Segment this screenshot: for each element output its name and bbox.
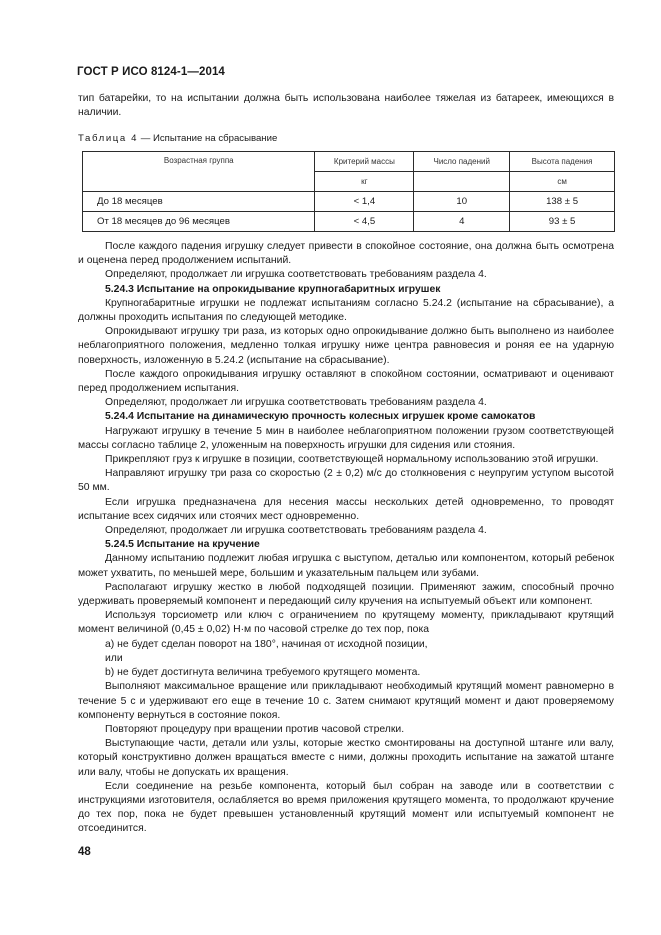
- list-item-a: a) не будет сделан поворот на 180°, начиная от исходной позиции,: [105, 638, 428, 650]
- table-header-row: [83, 152, 615, 172]
- paragraph: Определяют, продолжает ли игрушка соответствовать требованиям раздела 4.: [105, 525, 487, 537]
- table-row: [83, 192, 615, 212]
- section-heading-5-24-5: 5.24.5 Испытание на кручение: [105, 539, 260, 551]
- page-number: 48: [78, 846, 91, 858]
- paragraph: После каждого опрокидывания игрушку оставляют в спокойном состоянии, осматривают и оценивают перед продолжением испытания.: [78, 368, 614, 395]
- paragraph: Если соединение на резьбе компонента, который был собран на заводе или в соответствии с инструкциями изготовителя, ослабляется во время приложения крутящего момента, то продолжают кручение до тех пор, пока не будет превышен установленный крутящий момент или испытуемый компонент не отсоединится.: [78, 780, 614, 835]
- header-drop-height: Высота падения: [510, 152, 615, 172]
- paragraph: Выполняют максимальное вращение или прикладывают необходимый крутящий момент равномерно в течение 5 с и удерживают его еще в течение 10 с. Затем снимают крутящий момент и дают проверяемому компоненту вернуться в состояние покоя.: [78, 681, 614, 721]
- cell-age: До 18 месяцев: [83, 192, 315, 212]
- list-connector-or: или: [105, 652, 123, 664]
- document-header: ГОСТ Р ИСО 8124-1—2014: [77, 66, 225, 78]
- cell-age: От 18 месяцев до 96 месяцев: [83, 212, 315, 232]
- paragraph: Определяют, продолжает ли игрушка соответствовать требованиям раздела 4.: [105, 269, 487, 281]
- paragraph: После каждого падения игрушку следует привести в спокойное состояние, она должна быть осмотрена и оценена перед продолжением испытаний.: [78, 241, 614, 267]
- cell-mass: < 1,4: [315, 192, 414, 212]
- cell-count: 10: [414, 192, 510, 212]
- paragraph: Располагают игрушку жестко в любой подходящей позиции. Применяют зажим, способный прочно удерживать проверяемый компонент и передающий силу кручения на испытуемый объект или компонент.: [78, 581, 614, 608]
- paragraph: Определяют, продолжает ли игрушка соответствовать требованиям раздела 4.: [105, 397, 487, 409]
- header-mass-criterion: Критерий массы: [315, 152, 414, 172]
- intro-block: [78, 92, 614, 120]
- cell-height: 93 ± 5: [510, 212, 615, 232]
- header-drop-count: Число падений: [414, 152, 510, 172]
- drop-test-table: [82, 151, 615, 232]
- paragraph: Крупногабаритные игрушки не подлежат испытаниям согласно 5.24.2 (испытание на сбрасывание), а должны проходить испытания по следующей методике.: [78, 297, 614, 324]
- paragraph: Опрокидывают игрушку три раза, из которых одно опрокидывание должно быть выполнено из наиболее неблагоприятного положения, медленно толкая игрушку ниже центра равновесия и роняя ее на ударную поверхность, изложенную в 5.24.2 (испытание на сбрасывание).: [78, 326, 614, 366]
- main-text: [78, 240, 614, 837]
- cell-count: 4: [414, 212, 510, 232]
- table-caption-text: — Испытание на сбрасывание: [138, 133, 278, 144]
- unit-height: см: [510, 172, 615, 192]
- table-caption: [78, 133, 277, 144]
- paragraph: Если игрушка предназначена для несения массы нескольких детей одновременно, то проводят испытание всех сидячих или стоячих мест одновременно.: [78, 496, 614, 522]
- list-item-b: b) не будет достигнута величина требуемого крутящего момента.: [105, 667, 421, 679]
- intro-paragraph: тип батарейки, то на испытании должна быть использована наиболее тяжелая из батареек, имеющихся в наличии.: [78, 93, 614, 119]
- unit-mass: кг: [315, 172, 414, 192]
- section-heading-5-24-4: 5.24.4 Испытание на динамическую прочность колесных игрушек кроме самокатов: [105, 411, 536, 423]
- paragraph: Нагружают игрушку в течение 5 мин в наиболее неблагоприятном положении грузом соответствующей массы согласно таблице 2, уложенным на поверхность игрушки для сидения или стояния.: [78, 425, 614, 451]
- unit-count: [414, 172, 510, 192]
- paragraph: Данному испытанию подлежит любая игрушка с выступом, деталью или компонентом, который ребенок может ухватить, по меньшей мере, большим и указательным пальцем или зубами.: [78, 553, 614, 579]
- section-heading-5-24-3: 5.24.3 Испытание на опрокидывание крупногабаритных игрушек: [105, 283, 441, 295]
- header-age-group: Возрастная группа: [83, 152, 315, 192]
- table-caption-label: Таблица 4: [78, 133, 139, 144]
- paragraph: Прикрепляют груз к игрушке в позиции, соответствующей нормальному использованию этой игрушки.: [105, 454, 599, 466]
- paragraph: Направляют игрушку три раза со скоростью (2 ± 0,2) м/с до столкновения с неупругим уступом высотой 50 мм.: [78, 468, 614, 494]
- cell-height: 138 ± 5: [510, 192, 615, 212]
- paragraph: Выступающие части, детали или узлы, которые жестко смонтированы на доступной штанге или валу, который конструктивно должен вращаться вместе с ними, должны проходить испытание на зажатой штанге или валу, чтобы не допускать их вращения.: [78, 738, 614, 778]
- cell-mass: < 4,5: [315, 212, 414, 232]
- paragraph: Повторяют процедуру при вращении против часовой стрелки.: [105, 723, 405, 735]
- table-row: [83, 212, 615, 232]
- paragraph: Используя торсиометр или ключ с ограничением по крутящему моменту, прикладывают крутящий момент величиной (0,45 ± 0,02) Н·м по часовой стрелке до тех пор, пока: [78, 610, 614, 636]
